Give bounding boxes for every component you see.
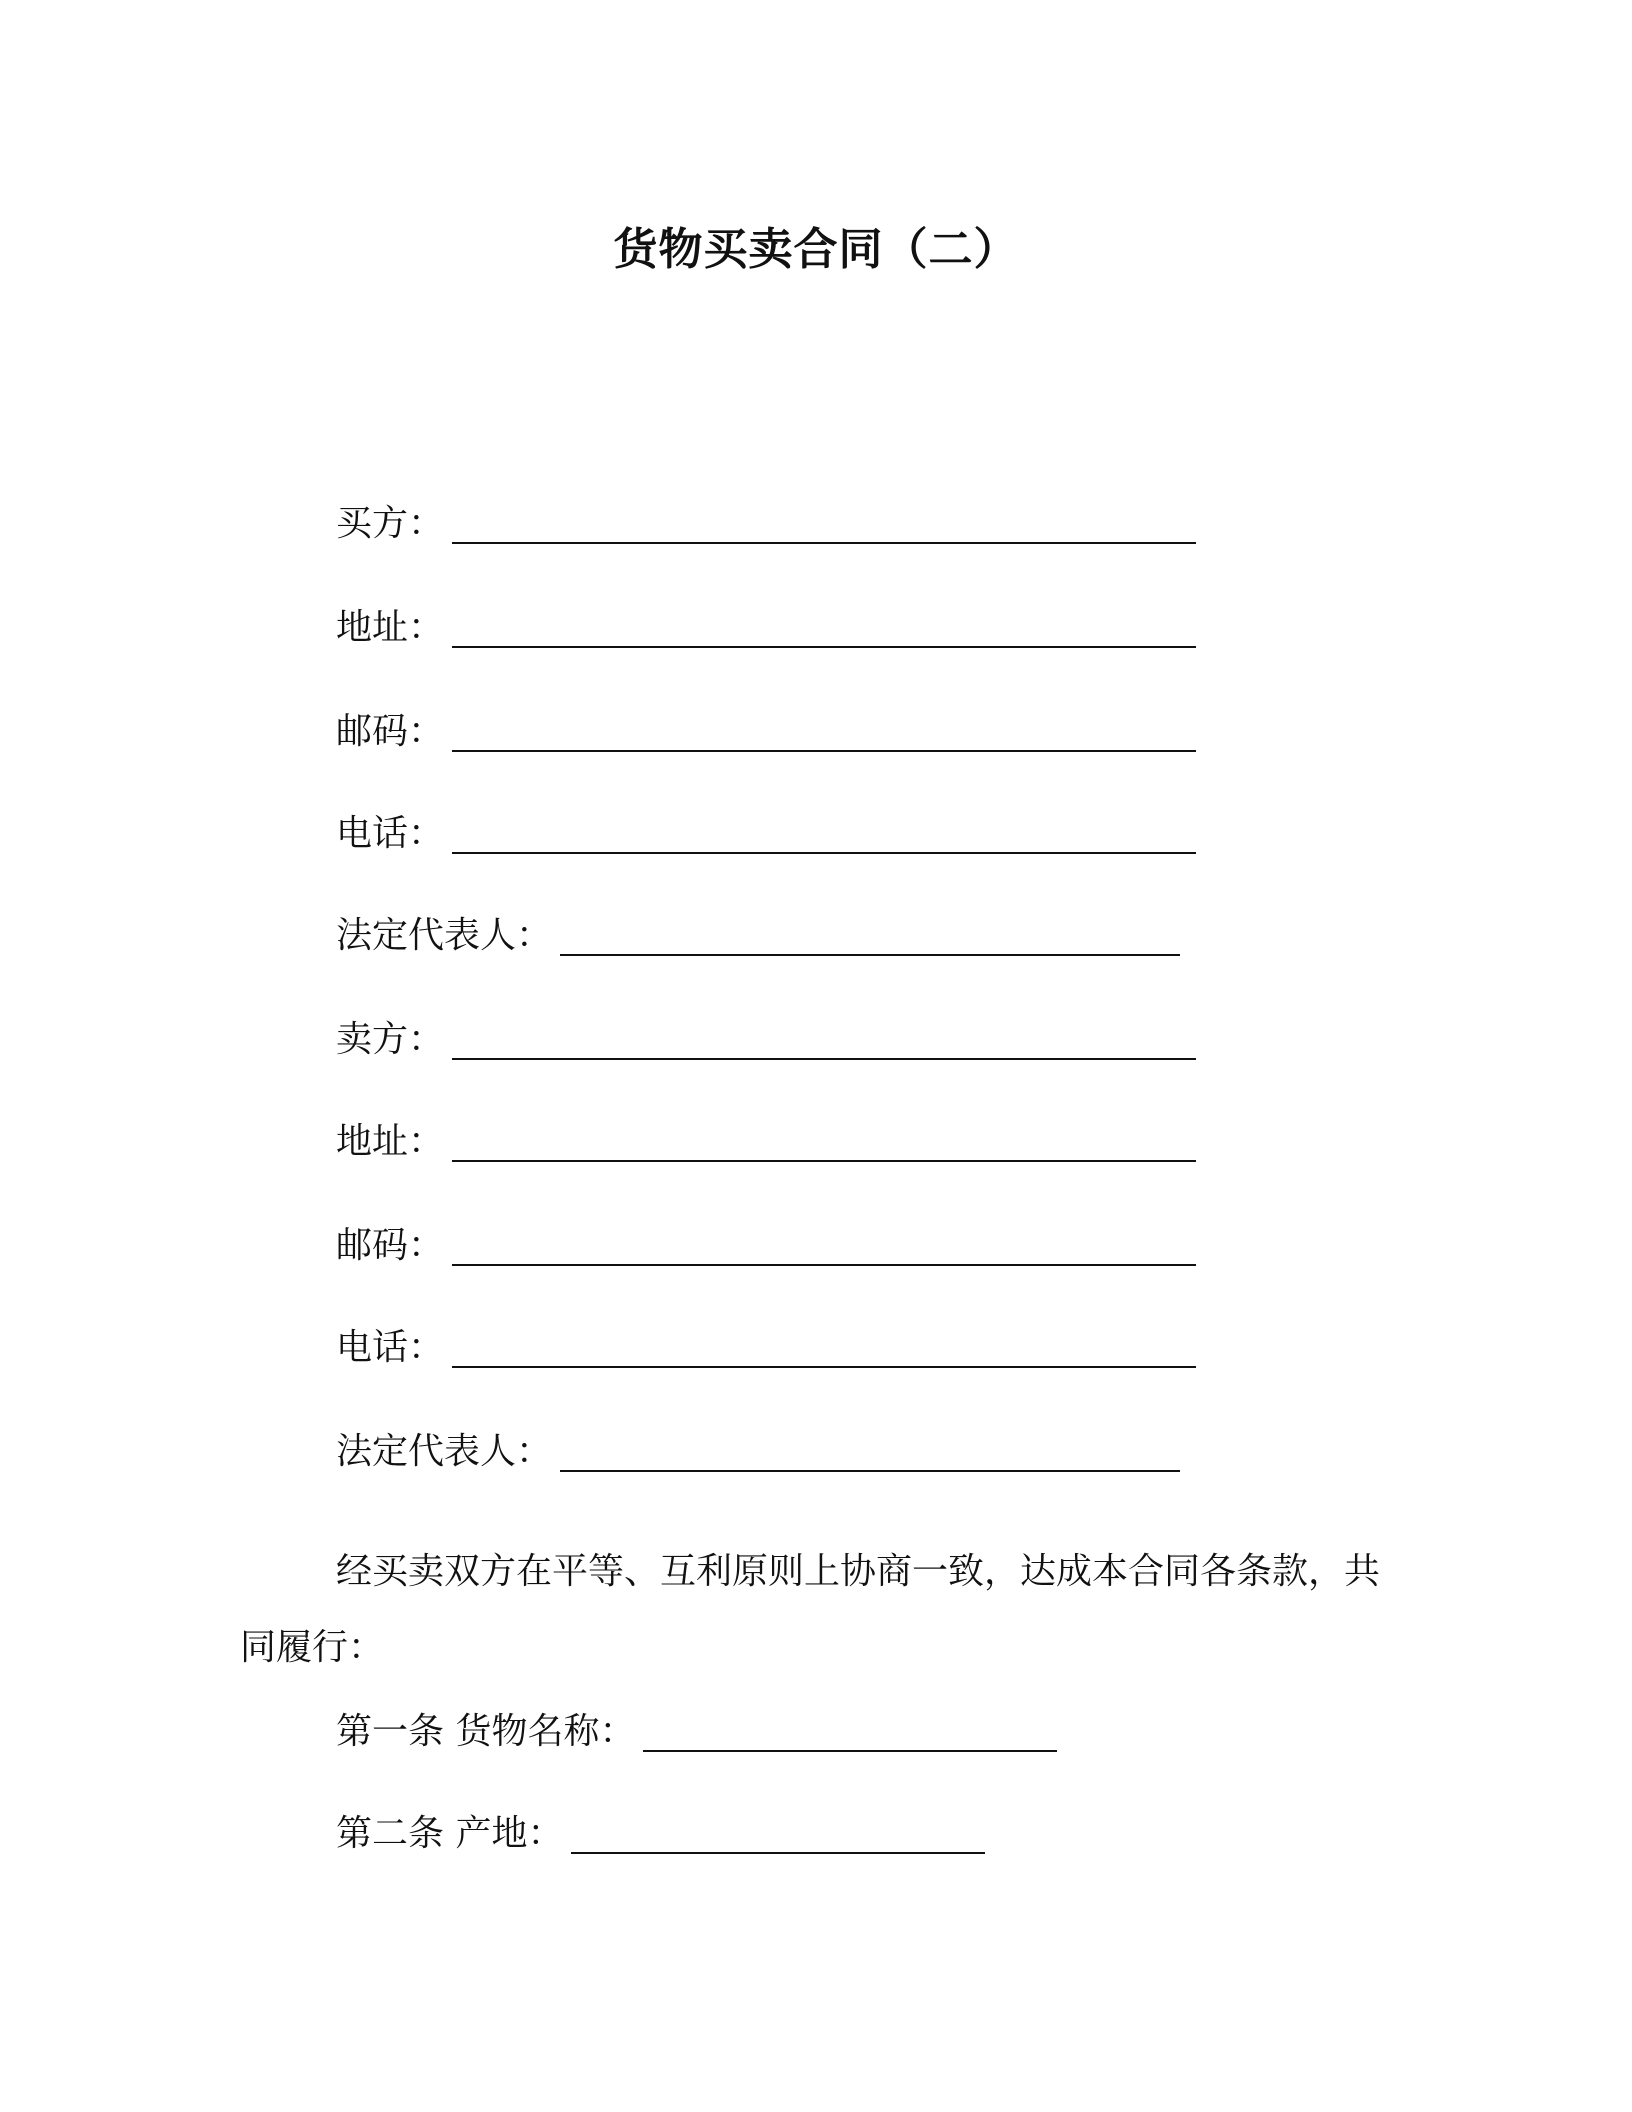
buyer-address-blank[interactable]: [452, 608, 1196, 648]
buyer-postcode-field: [336, 708, 1196, 756]
buyer-name-blank[interactable]: [452, 504, 1196, 544]
seller-phone-field: [336, 1324, 1196, 1372]
article-1-field: [336, 1708, 1057, 1756]
document-title: 货物买卖合同（二）: [613, 224, 1019, 275]
seller-postcode-blank[interactable]: [452, 1226, 1196, 1266]
buyer-legal-rep-label: 法定代表人：: [336, 915, 553, 956]
buyer-postcode-label: 邮码：: [336, 711, 445, 752]
preamble-paragraph: 经买卖双方在平等、互利原则上协商一致，达成本合同各条款，共同履行：: [240, 1551, 1381, 1668]
article-2-label: 第二条 产地：: [336, 1813, 564, 1854]
seller-legal-rep-label: 法定代表人：: [336, 1431, 553, 1472]
buyer-phone-blank[interactable]: [452, 814, 1196, 854]
buyer-phone-label: 电话：: [336, 813, 445, 854]
buyer-name-label: 买方：: [336, 503, 445, 544]
seller-postcode-field: [336, 1222, 1196, 1270]
seller-name-label: 卖方：: [336, 1019, 445, 1060]
seller-address-label: 地址：: [336, 1121, 445, 1162]
seller-address-field: [336, 1118, 1196, 1166]
buyer-phone-field: [336, 810, 1196, 858]
buyer-address-label: 地址：: [336, 607, 445, 648]
seller-name-field: [336, 1016, 1196, 1064]
seller-postcode-label: 邮码：: [336, 1225, 445, 1266]
seller-phone-blank[interactable]: [452, 1328, 1196, 1368]
buyer-address-field: [336, 604, 1196, 652]
buyer-name-field: [336, 500, 1196, 548]
article-2-blank[interactable]: [571, 1814, 985, 1854]
article-2-field: [336, 1810, 985, 1858]
article-1-blank[interactable]: [643, 1712, 1057, 1752]
seller-legal-rep-blank[interactable]: [560, 1432, 1180, 1472]
seller-phone-label: 电话：: [336, 1327, 445, 1368]
buyer-legal-rep-field: [336, 912, 1180, 960]
seller-legal-rep-field: [336, 1428, 1180, 1476]
buyer-postcode-blank[interactable]: [452, 712, 1196, 752]
buyer-legal-rep-blank[interactable]: [560, 916, 1180, 956]
article-1-label: 第一条 货物名称：: [336, 1711, 636, 1752]
seller-address-blank[interactable]: [452, 1122, 1196, 1162]
seller-name-blank[interactable]: [452, 1020, 1196, 1060]
